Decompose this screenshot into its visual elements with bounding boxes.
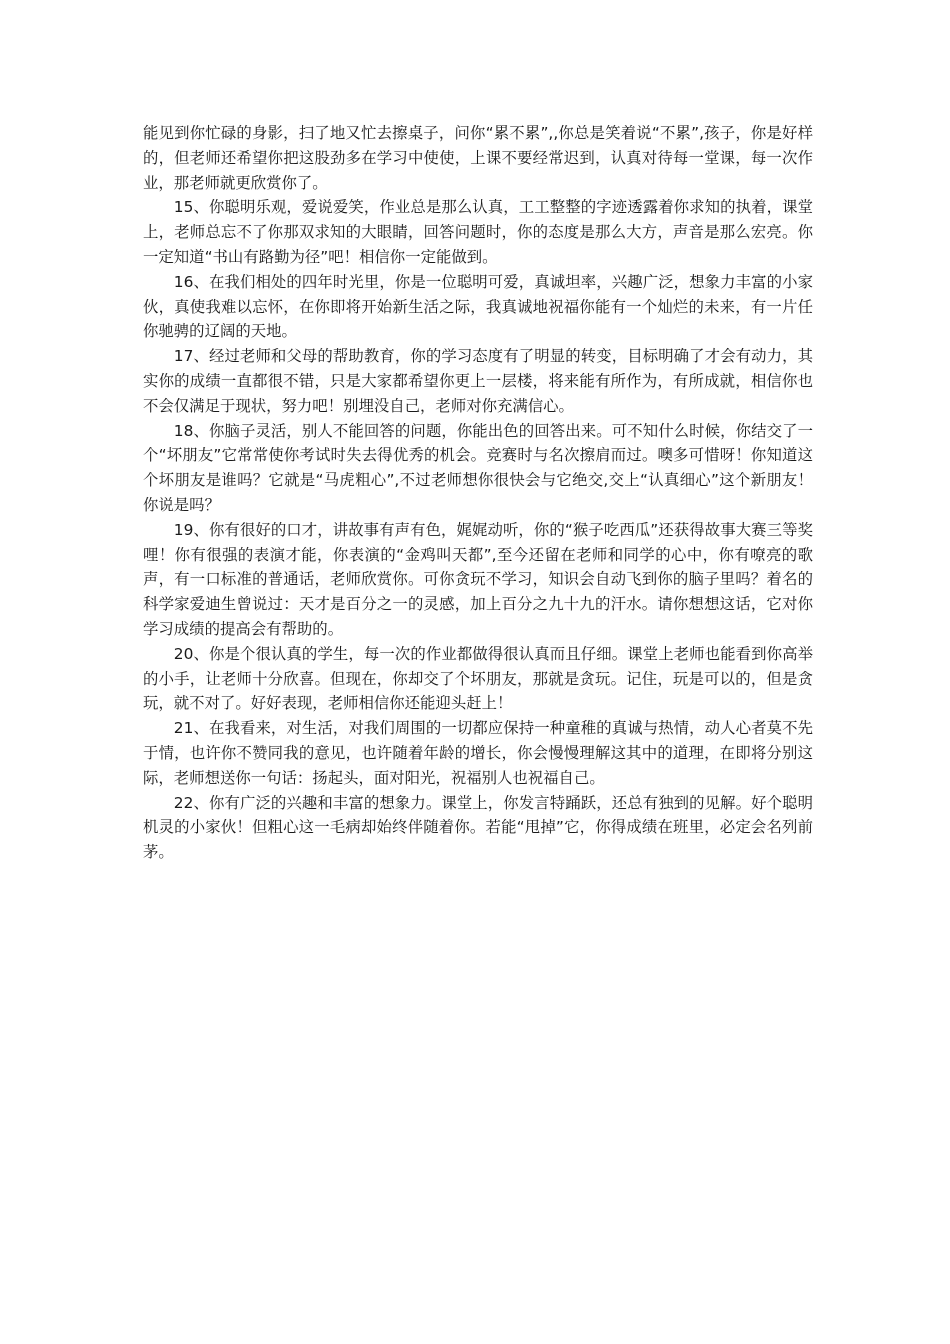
paragraph-21: 21、在我看来，对生活，对我们周围的一切都应保持一种童稚的真诚与热情，动人心者莫不先于情，也许你不赞同我的意见，也许随着年龄的增长，你会慢慢理解这其中的道理，在即将分别这际，老师想送你一句话：扬起头，面对阳光，祝福别人也祝福自己。	[143, 719, 813, 787]
paragraph-19: 19、你有很好的口才，讲故事有声有色，娓娓动听，你的“猴子吃西瓜”还获得故事大赛三等奖哩！你有很强的表演才能，你表演的“金鸡叫天都”,至今还留在老师和同学的心中，你有嘹亮的歌声，有一口标准的普通话，老师欣赏你。可你贪玩不学习，知识会自动飞到你的脑子里吗？着名的科学家爱迪生曾说过：天才是百分之一的灵感，加上百分之九十九的汗水。请你想想这话，它对你学习成绩的提高会有帮助的。	[143, 520, 813, 638]
document-body	[143, 121, 813, 865]
paragraph-15: 15、你聪明乐观，爱说爱笑，作业总是那么认真，工工整整的字迹透露着你求知的执着，课堂上，老师总忘不了你那双求知的大眼睛，回答问题时，你的态度是那么大方，声音是那么宏亮。你一定知道“书山有路勤为径”吧！相信你一定能做到。	[143, 198, 813, 266]
paragraph-20: 20、你是个很认真的学生，每一次的作业都做得很认真而且仔细。课堂上老师也能看到你高举的小手，让老师十分欣喜。但现在，你却交了个坏朋友，那就是贪玩。记住，玩是可以的，但是贪玩，就不对了。好好表现，老师相信你还能迎头赶上！	[143, 644, 813, 713]
paragraph-18: 18、你脑子灵活，别人不能回答的问题，你能出色的回答出来。可不知什么时候，你结交了一个“坏朋友”它常常使你考试时失去得优秀的机会。竞赛时与名次擦肩而过。噢多可惜呀！你知道这个坏朋友是谁吗？它就是“马虎粗心”,不过老师想你很快会与它绝交,交上“认真细心”这个新朋友！你说是吗？	[143, 421, 813, 514]
paragraph-22: 22、你有广泛的兴趣和丰富的想象力。课堂上，你发言特踊跃，还总有独到的见解。好个聪明机灵的小家伙！但粗心这一毛病却始终伴随着你。若能“甩掉”它，你得成绩在班里，必定会名列前茅。	[143, 793, 813, 862]
paragraph-16: 16、在我们相处的四年时光里，你是一位聪明可爱，真诚坦率，兴趣广泛，想象力丰富的小家伙，真使我难以忘怀，在你即将开始新生活之际，我真诚地祝福你能有一个灿烂的未来，有一片任你驰骋的辽阔的天地。	[143, 272, 813, 341]
paragraph-17: 17、经过老师和父母的帮助教育，你的学习态度有了明显的转变，目标明确了才会有动力，其实你的成绩一直都很不错，只是大家都希望你更上一层楼，将来能有所作为，有所成就，相信你也不会仅满足于现状，努力吧！别埋没自己，老师对你充满信心。	[143, 347, 813, 415]
paragraph-14-continued: 能见到你忙碌的身影，扫了地又忙去擦桌子，问你“累不累”,,你总是笑着说“不累”,孩子，你是好样的，但老师还希望你把这股劲多在学习中使使，上课不要经常迟到，认真对待每一堂课，每一次作业，那老师就更欣赏你了。	[143, 124, 813, 192]
